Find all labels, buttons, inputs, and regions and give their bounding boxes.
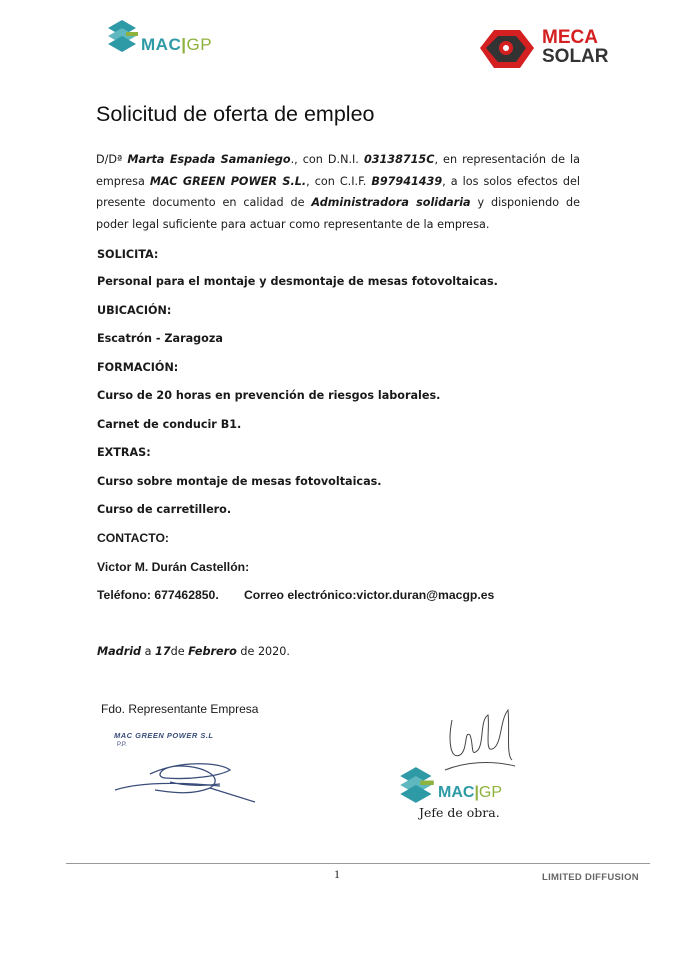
formacion-item-1: Curso de 20 horas en prevención de riesgos laborales. (97, 389, 441, 402)
ubicacion-label: UBICACIÓN: (97, 304, 172, 317)
classification-label: LIMITED DIFFUSION (542, 872, 639, 883)
company-stamp: MAC GREEN POWER S.L (114, 731, 214, 740)
macgp-stamp-text: MAC|GP (438, 784, 503, 801)
sun-gear-icon (476, 24, 538, 74)
macgp-stamp-mark-icon (398, 764, 436, 806)
contact-email: Correo electrónico:victor.duran@macgp.es (244, 588, 495, 602)
ubicacion-value: Escatrón - Zaragoza (97, 332, 223, 345)
footer-divider (66, 863, 650, 864)
solicita-value: Personal para el montaje y desmontaje de mesas fotovoltaicas. (97, 275, 498, 288)
company-stamp-sub: P.P. (117, 742, 127, 748)
extras-item-2: Curso de carretillero. (97, 503, 232, 516)
meca-solar-logo (476, 24, 626, 76)
extras-label: EXTRAS: (97, 446, 151, 459)
meca-solar-text: MECA SOLAR (542, 27, 609, 67)
extras-item-1: Curso sobre montaje de mesas fotovoltaicas. (97, 475, 382, 488)
macgp-stamp-logo (398, 760, 508, 804)
date-line: Madrid a 17de Febrero de 2020. (97, 645, 290, 658)
jefe-caption: Jefe de obra. (419, 805, 500, 820)
contact-phone: Teléfono: 677462850. (97, 588, 219, 602)
page-title: Solicitud de oferta de empleo (96, 102, 375, 126)
intro-paragraph: D/Dª Marta Espada Samaniego., con D.N.I. 03138715C, en representación de la empresa MAC GREEN POWER S.L., con C.I.F. B97941439, a los solos efectos del presente documento en calidad de Administradora solidaria y disponiendo de poder legal suficiente para actuar como representante de la empresa. (96, 153, 581, 231)
page-number: 1 (334, 867, 340, 881)
formacion-label: FORMACIÓN: (97, 361, 179, 374)
macgp-logo (106, 18, 216, 58)
representative-signature (110, 752, 260, 807)
formacion-item-2: Carnet de conducir B1. (97, 418, 242, 431)
contacto-label: CONTACTO: (97, 531, 169, 545)
macgp-logo-mark-icon (106, 18, 140, 54)
macgp-logo-text: MAC|GP (141, 35, 213, 54)
contact-name: Victor M. Durán Castellón: (97, 560, 250, 574)
signature-caption: Fdo. Representante Empresa (101, 702, 259, 716)
solicita-label: SOLICITA: (97, 248, 159, 261)
